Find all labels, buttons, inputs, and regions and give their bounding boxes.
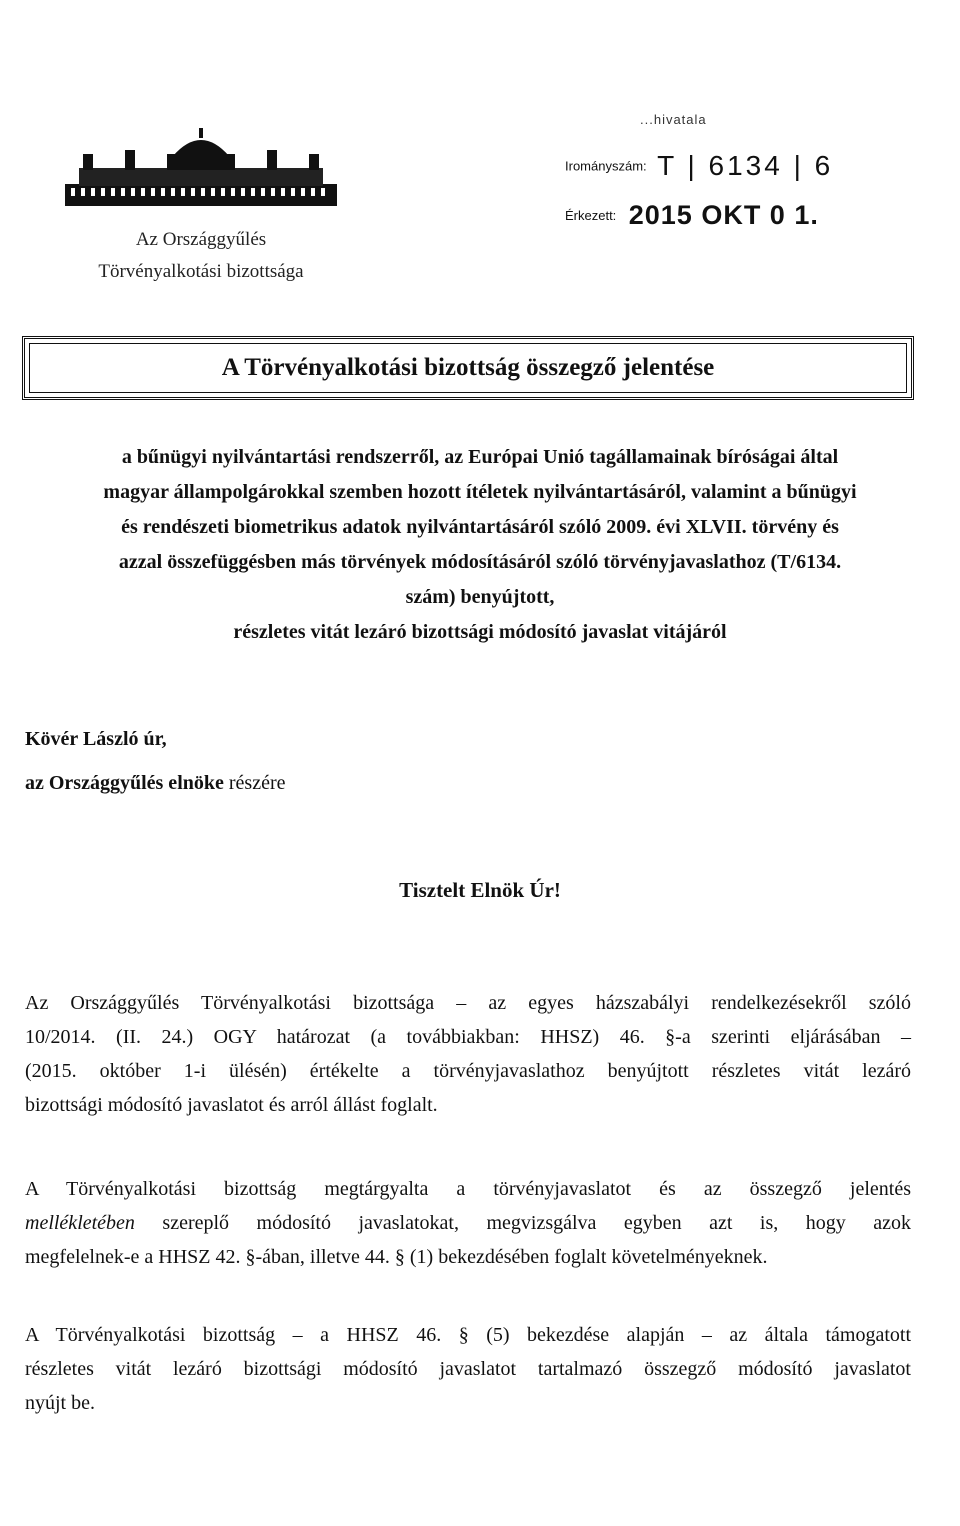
paragraph-line: Az Országgyűlés Törvényalkotási bizottsága – az egyes házszabályi rendelkezésekről szóló (25, 992, 911, 1014)
addressee-role-title: az Országgyűlés elnöke (25, 772, 224, 794)
paragraph-line: 10/2014. (II. 24.) OGY határozat (a továbbiakban: HHSZ) 46. §-a szerinti eljárásában – (25, 1026, 911, 1048)
subject-block (40, 440, 920, 650)
parliament-building-icon (65, 128, 337, 208)
paragraph-2 (25, 1172, 911, 1274)
paragraph-line: A Törvényalkotási bizottság – a HHSZ 46. § (5) bekezdése alapján – az általa támogatott (25, 1324, 911, 1346)
received-date-row (565, 200, 819, 231)
subject-line: azzal összefüggésben más törvények módosításáról szóló törvényjavaslathoz (T/6134. (118, 551, 842, 573)
paragraph-3 (25, 1318, 911, 1420)
header-logo-block (56, 128, 346, 288)
paragraph-line: részletes vitát lezáró bizottsági módosító javaslatot tartalmazó összegző módosító javaslatot (25, 1358, 911, 1380)
registration-label: Irományszám: (565, 158, 647, 174)
subject-line: a bűnügyi nyilvántartási rendszerről, az Európai Unió tagállamainak bíróságai által (121, 446, 839, 468)
subject-line: szám) benyújtott, (405, 586, 555, 608)
subject-line: magyar állampolgárokkal szemben hozott ítéletek nyilvántartásáról, valamint a bűnügyi (103, 481, 857, 503)
title-box (22, 336, 914, 400)
paragraph-line-rest: szereplő módosító javaslatokat, megvizsgálva egyben azt is, hogy azok (134, 1212, 911, 1234)
annex-reference: mellékletében (25, 1212, 135, 1234)
document-title: A Törvényalkotási bizottság összegző jelentése (221, 354, 715, 381)
received-label: Érkezett: (565, 208, 617, 223)
org-committee: Törvényalkotási bizottsága (98, 261, 304, 282)
office-stamp: ...hivatala (640, 112, 707, 127)
paragraph-line: nyújt be. (25, 1392, 95, 1414)
addressee-name: Kövér László úr, (25, 728, 167, 750)
paragraph-line: (2015. október 1-i ülésén) értékelte a törvényjavaslathoz benyújtott részletes vitát lezáró (25, 1060, 911, 1082)
paragraph-line: A Törvényalkotási bizottság megtárgyalta a törvényjavaslatot és az összegző jelentés (25, 1178, 911, 1200)
paragraph-line (25, 1206, 911, 1240)
addressee-role (25, 772, 286, 795)
addressee-role-suffix: részére (223, 772, 286, 794)
paragraph-1 (25, 986, 911, 1122)
received-date: 2015 OKT 0 1. (628, 200, 819, 230)
org-name: Az Országgyűlés (135, 229, 267, 250)
paragraph-line: bizottsági módosító javaslatot és arról állást foglalt. (25, 1094, 438, 1116)
salutation: Tisztelt Elnök Úr! (399, 878, 561, 902)
registration-number: T | 6134 | 6 (657, 150, 834, 181)
registration-number-row (565, 150, 833, 182)
paragraph-line: megfelelnek-e a HHSZ 42. §-ában, illetve 44. § (1) bekezdésében foglalt követelményeknek. (25, 1246, 768, 1268)
subject-line: és rendészeti biometrikus adatok nyilvántartásáról szóló 2009. évi XLVII. törvény és (121, 516, 839, 538)
subject-line: részletes vitát lezáró bizottsági módosító javaslat vitájáról (233, 621, 727, 643)
